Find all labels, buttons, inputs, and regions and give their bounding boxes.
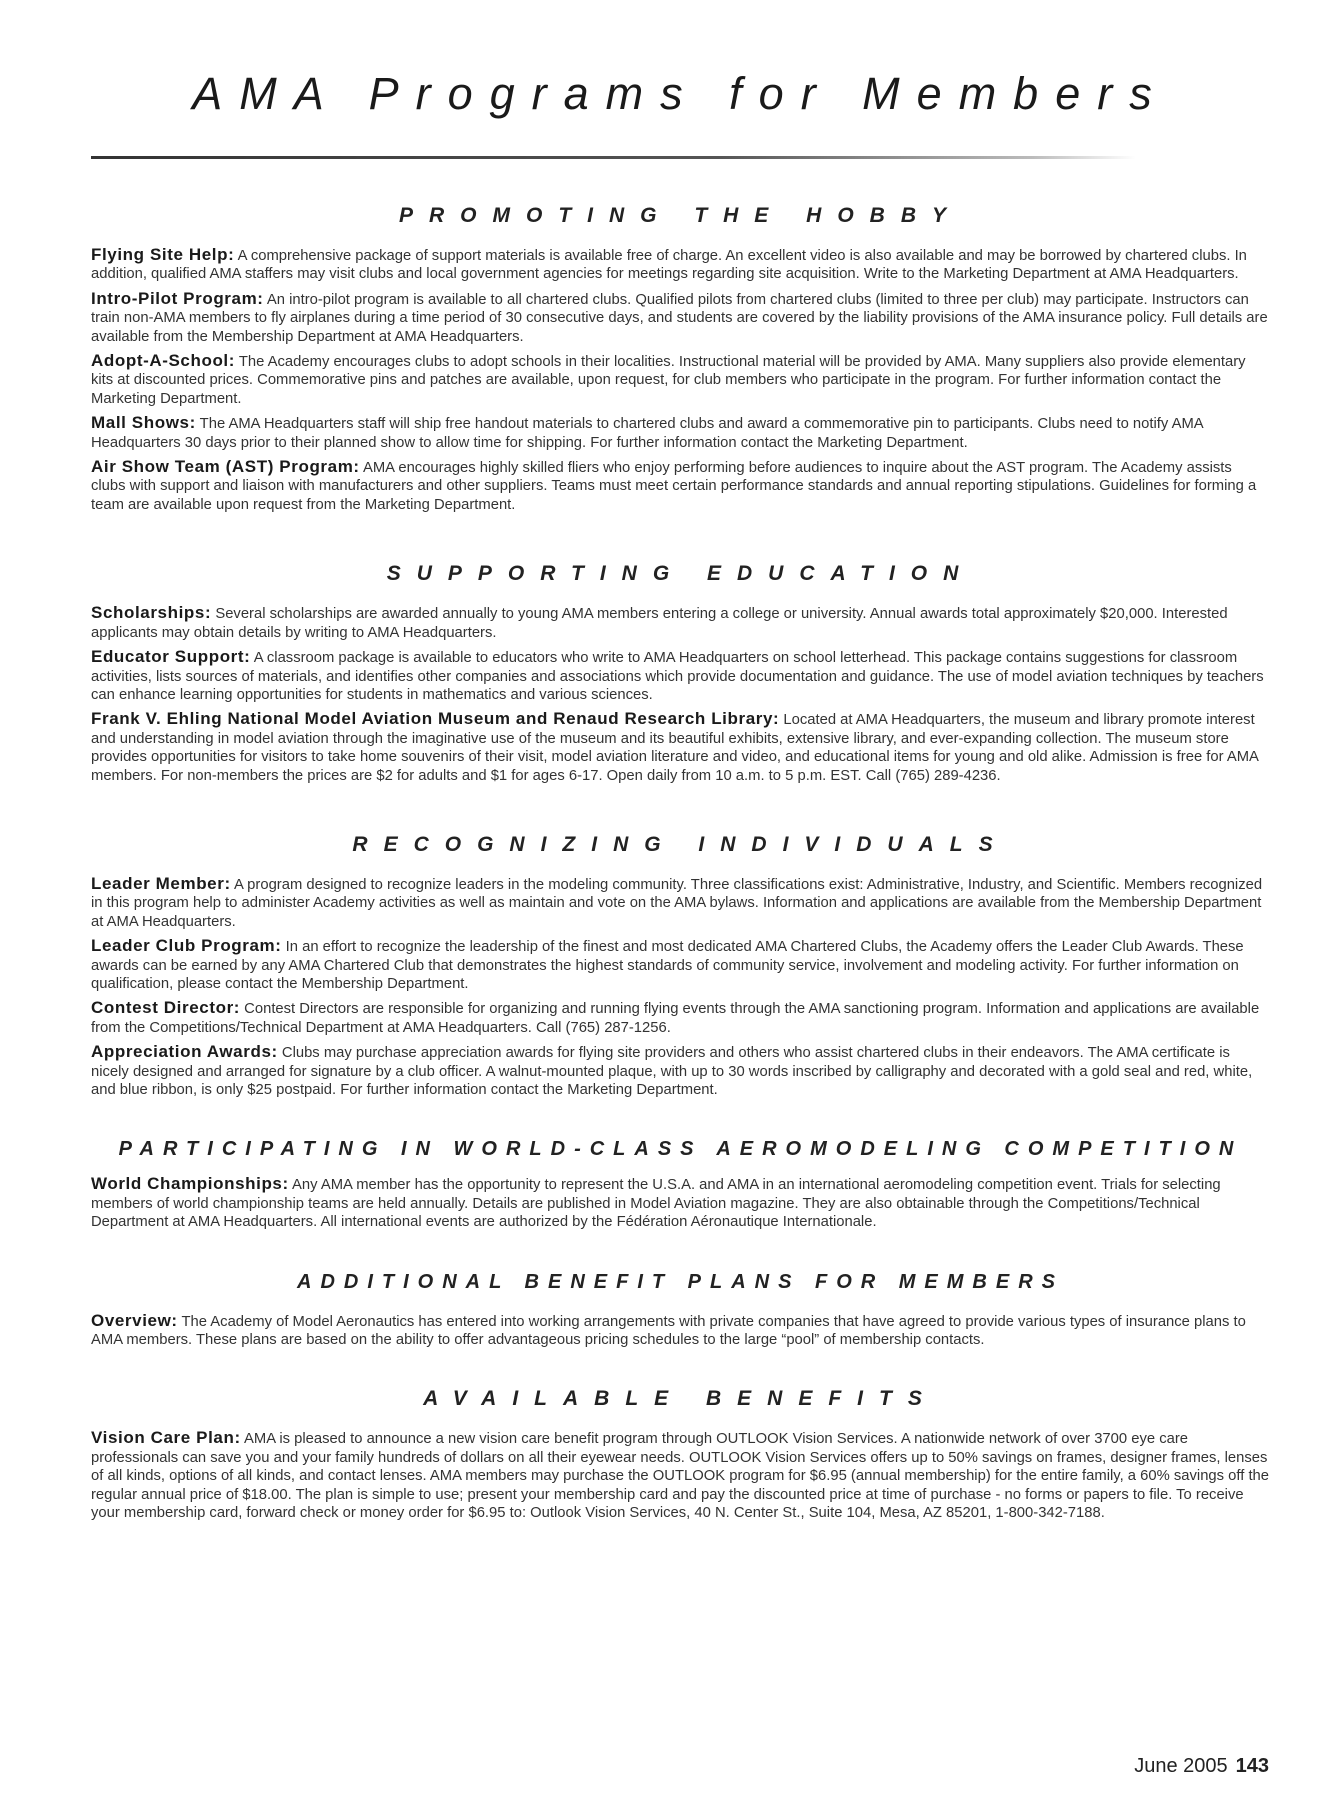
entry-overview: [91, 1312, 1270, 1350]
entry-contest-director: [91, 999, 1270, 1037]
entry-museum-library: [91, 710, 1270, 785]
entry-term: Intro-Pilot Program:: [91, 288, 264, 308]
entry-term: Leader Member:: [91, 873, 231, 893]
entry-text: Located at AMA Headquarters, the museum and library promote interest and understanding in model aviation through the imaginative use of the museum and its beautiful exhibits, extensive library, and ever-expanding collection. The museum store provides opportunities for visitors to take home souvenirs of their visit, model aviation literature and video, and educational items for young and old alike. Admission is free for AMA members. For non-members the prices are $2 for adults and $1 for ages 6-17. Open daily from 10 a.m. to 5 p.m. EST. Call (765) 289-4236.: [91, 712, 1259, 784]
entry-term: Contest Director:: [91, 998, 241, 1018]
entry-text: Any AMA member has the opportunity to represent the U.S.A. and AMA in an international aeromodeling competition event. Trials for selecting members of world championship teams are held annually. Details are published in Model Aviation magazine. They are also obtainable through the Competitions/Technical Department at AMA Headquarters. All international events are authorized by the Fédération Aéronautique Internationale.: [91, 1177, 1221, 1231]
section-heading: RECOGNIZING INDIVIDUALS: [352, 832, 1009, 856]
entry-text: In an effort to recognize the leadership of the finest and most dedicated AMA Chartered Clubs, the Academy offers the Leader Club Awards. These awards can be earned by any AMA Chartered Club that demonstrates the highest standards of community service, involvement and modeling activity. For further information on qualification, please contact the Membership Department.: [91, 939, 1244, 992]
entry-term: Adopt-A-School:: [91, 351, 236, 371]
entry-educator-support: [91, 648, 1270, 704]
entry-text: The Academy encourages clubs to adopt schools in their localities. Instructional material will be provided by AMA. Many suppliers also provide elementary kits at discounted prices. Commemorative pins and patches are available, upon request, for club members who participate in the program. For further information contact the Marketing Department.: [91, 354, 1246, 407]
section-benefit-plans: [91, 1270, 1270, 1350]
entry-text: Clubs may purchase appreciation awards for flying site providers and others who assist chartered clubs in their endeavors. The AMA certificate is nicely designed and arranged for signature by a club officer. A walnut-mounted plaque, with up to 30 words inscribed by calligraphy and decorated with a gold seal and red, white, and blue ribbon, is only $25 postpaid. For further information contact the Marketing Department.: [91, 1045, 1253, 1098]
section-heading: PROMOTING THE HOBBY: [398, 204, 962, 227]
page-footer: [1134, 1755, 1269, 1778]
section-recognizing: [91, 833, 1270, 1099]
entry-term: Scholarships:: [91, 603, 212, 623]
entry-text: AMA encourages highly skilled fliers who enjoy performing before audiences to inquire about the AST program. The Academy assists clubs with support and liaison with manufacturers and other suppliers. Teams must meet certain performance standards and annual reporting stipulations. Guidelines for forming a team are available upon request from the Marketing Department.: [91, 460, 1257, 513]
section-education: [91, 562, 1270, 785]
footer-date: June 2005: [1134, 1755, 1228, 1777]
entry-term: Overview:: [91, 1310, 178, 1330]
entry-appreciation-awards: [91, 1043, 1270, 1099]
entry-term: Vision Care Plan:: [91, 1428, 241, 1448]
entry-term: Flying Site Help:: [91, 245, 235, 264]
entry-text: A classroom package is available to educators who write to AMA Headquarters on school letterhead. This package contains suggestions for classroom activities, lists sources of materials, and identifies other companies and associations which provide documentation and guidance. The use of model aviation techniques by teachers can enhance learning opportunities for students in mathematics and various sciences.: [91, 650, 1264, 703]
entry-leader-member: [91, 875, 1270, 931]
entry-text: Contest Directors are responsible for organizing and running flying events through the AMA sanctioning program. Information and applications are available from the Competitions/Technical Department at AMA Headquarters. Call (765) 287-1256.: [91, 1001, 1260, 1036]
section-heading: PARTICIPATING IN WORLD-CLASS AEROMODELING COMPETITION: [118, 1138, 1243, 1161]
entry-flying-site-help: [91, 246, 1270, 284]
entry-mall-shows: [91, 414, 1270, 452]
entry-term: Educator Support:: [91, 647, 251, 667]
title-rule: [91, 156, 1136, 159]
entry-text: AMA is pleased to announce a new vision care benefit program through OUTLOOK Vision Services. A nationwide network of over 3700 eye care professionals can save you and your family hundreds of dollars on all their eyewear needs. OUTLOOK Vision Services offers up to 50% savings on frames, designer frames, lenses of all kinds, options of all kinds, and contact lenses. AMA members may purchase the OUTLOOK program for $6.95 (annual membership) for the entire family, a 60% savings off the regular annual price of $18.00. The plan is simple to use; present your membership card and pay the discounted price at time of purchase - no forms or papers to file. To receive your membership card, forward check or money order for $6.95 to: Outlook Vision Services, 40 N. Center St., Suite 104, Mesa, AZ 85201, 1-800-342-7188.: [91, 1431, 1270, 1522]
entry-term: Appreciation Awards:: [91, 1042, 278, 1062]
entry-term: Mall Shows:: [91, 413, 196, 433]
section-competition: [91, 1137, 1270, 1231]
entry-text: An intro-pilot program is available to all chartered clubs. Qualified pilots from chartered clubs (limited to three per club) may participate. Instructors can train non-AMA members to fly airplanes during a time period of 30 consecutive days, and students are covered by the liability provisions of the AMA insurance policy. Full details are available from the Membership Department at AMA Headquarters.: [91, 291, 1268, 345]
section-heading: AVAILABLE BENEFITS: [423, 1387, 938, 1411]
entry-term: World Championships:: [91, 1174, 289, 1194]
page-number: 143: [1235, 1755, 1269, 1777]
entry-term: Frank V. Ehling National Model Aviation Museum and Renaud Research Library:: [91, 709, 780, 729]
entry-text: Several scholarships are awarded annually to young AMA members entering a college or university. Annual awards total approximately $20,000. Interested applicants may obtain details by writing to AMA Headquarters.: [91, 606, 1228, 641]
entry-vision-care: [91, 1429, 1270, 1522]
entry-term: Leader Club Program:: [91, 936, 282, 956]
entry-text: A program designed to recognize leaders in the modeling community. Three classifications exist: Administrative, Industry, and Scientific. Members recognized in this program help to administer Academy activities as well as maintain and vote on the AMA bylaws. Information and applications are available from the Membership Department at AMA Headquarters.: [91, 876, 1263, 930]
entry-air-show-team: [91, 458, 1270, 514]
entry-adopt-a-school: [91, 352, 1270, 408]
entry-term: Air Show Team (AST) Program:: [91, 457, 360, 477]
entry-text: The Academy of Model Aeronautics has entered into working arrangements with private companies that have agreed to provide various types of insurance plans to AMA members. These plans are based on the ability to offer advantageous pricing schedules to the large “pool” of membership contacts.: [91, 1313, 1246, 1349]
entry-text: The AMA Headquarters staff will ship free handout materials to chartered clubs and award a commemorative pin to participants. Clubs need to notify AMA Headquarters 30 days prior to their planned show to allow time for shipping. For further information contact the Marketing Department.: [91, 416, 1203, 451]
section-promoting: [91, 204, 1270, 514]
section-heading: SUPPORTING EDUCATION: [386, 562, 975, 586]
entry-leader-club: [91, 937, 1270, 993]
entry-intro-pilot: [91, 290, 1270, 346]
section-available-benefits: [91, 1387, 1270, 1522]
entry-text: A comprehensive package of support materials is available free of charge. An excellent video is also available and may be borrowed by chartered clubs. In addition, qualified AMA staffers may visit clubs and local government agencies for meetings regarding site acquisition. Write to the Marketing Department at AMA Headquarters.: [91, 248, 1247, 283]
page-title: AMA Programs for Members: [192, 68, 1169, 119]
section-heading: ADDITIONAL BENEFIT PLANS FOR MEMBERS: [297, 1270, 1064, 1293]
entry-scholarships: [91, 604, 1270, 642]
entry-world-championships: [91, 1175, 1270, 1231]
